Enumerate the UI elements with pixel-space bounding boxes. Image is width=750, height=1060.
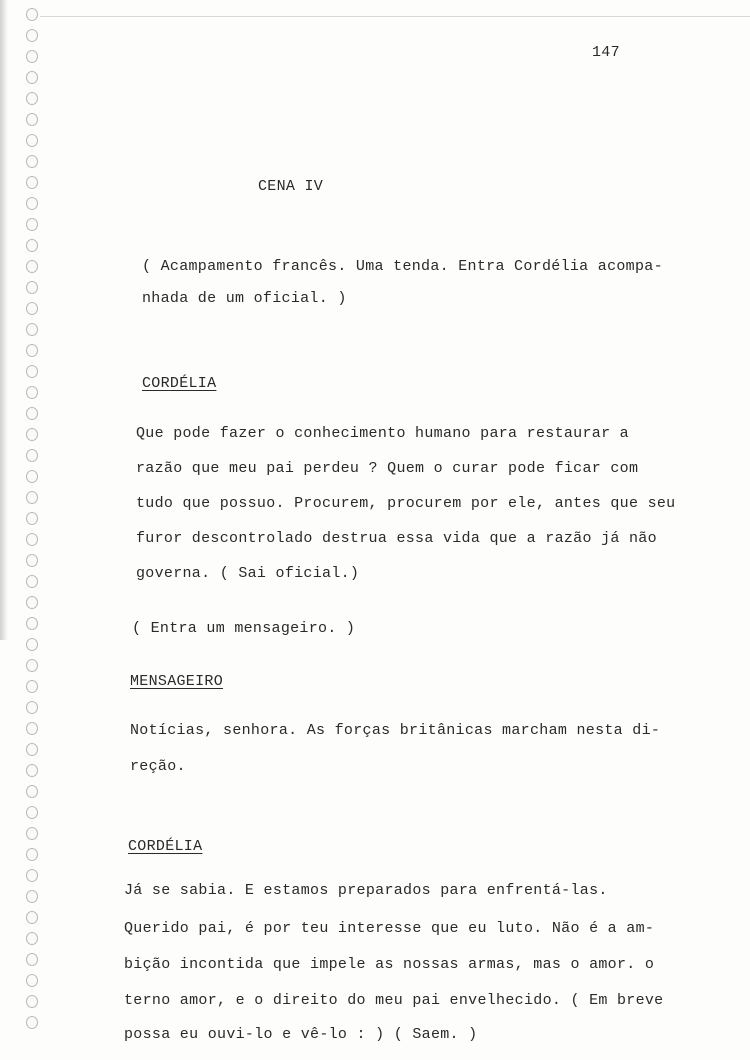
binder-hole (26, 932, 38, 945)
binder-hole (26, 995, 38, 1008)
speech-line: Querido pai, é por teu interesse que eu luto. Não é a am- (124, 920, 655, 937)
binder-hole (26, 1016, 38, 1029)
binder-hole (26, 71, 38, 84)
binder-hole (26, 512, 38, 525)
binder-hole (26, 428, 38, 441)
binder-hole (26, 890, 38, 903)
binder-hole (26, 974, 38, 987)
speech-line: governa. ( Sai oficial.) (136, 565, 360, 582)
binder-hole (26, 701, 38, 714)
speaker-name: MENSAGEIRO (130, 673, 224, 690)
binder-hole (26, 365, 38, 378)
binder-hole (26, 743, 38, 756)
binder-hole (26, 680, 38, 693)
binder-hole (26, 554, 38, 567)
binder-hole (26, 197, 38, 210)
binder-hole (26, 449, 38, 462)
binder-holes (26, 8, 42, 1038)
speech-line: Já se sabia. E estamos preparados para enfrentá-las. (124, 882, 608, 899)
stage-direction-line: ( Acampamento francês. Uma tenda. Entra Cordélia acompa- (142, 258, 663, 275)
binder-hole (26, 575, 38, 588)
binder-hole (26, 491, 38, 504)
binder-hole (26, 911, 38, 924)
binder-hole (26, 113, 38, 126)
binder-hole (26, 8, 38, 21)
page-number: 147 (592, 44, 620, 61)
binder-hole (26, 386, 38, 399)
binder-hole (26, 218, 38, 231)
binder-hole (26, 722, 38, 735)
speech-line: possa eu ouvi-lo e vê-lo : ) ( Saem. ) (124, 1026, 478, 1043)
binder-hole (26, 407, 38, 420)
speech-line: tudo que possuo. Procurem, procurem por ele, antes que seu (136, 495, 676, 512)
binder-hole (26, 323, 38, 336)
binder-hole (26, 827, 38, 840)
binder-hole (26, 281, 38, 294)
binder-hole (26, 806, 38, 819)
binder-hole (26, 659, 38, 672)
binder-hole (26, 134, 38, 147)
binder-hole (26, 176, 38, 189)
binder-hole (26, 470, 38, 483)
binder-hole (26, 50, 38, 63)
speaker-name: CORDÉLIA (142, 375, 217, 392)
binder-hole (26, 344, 38, 357)
binder-hole (26, 155, 38, 168)
stage-direction-line: nhada de um oficial. ) (142, 290, 347, 307)
binder-hole (26, 638, 38, 651)
binder-hole (26, 953, 38, 966)
binder-hole (26, 848, 38, 861)
binder-hole (26, 533, 38, 546)
binder-hole (26, 764, 38, 777)
binder-hole (26, 260, 38, 273)
page-binding-edge (0, 0, 8, 640)
speech-line: Que pode fazer o conhecimento humano para restaurar a (136, 425, 629, 442)
speech-line: bição incontida que impele as nossas armas, mas o amor. o (124, 956, 655, 973)
page-top-edge (40, 16, 750, 17)
binder-hole (26, 239, 38, 252)
binder-hole (26, 92, 38, 105)
speech-line: furor descontrolado destrua essa vida que a razão já não (136, 530, 657, 547)
binder-hole (26, 302, 38, 315)
speaker-name: CORDÉLIA (128, 838, 203, 855)
speech-line: reção. (130, 758, 186, 775)
speech-line: terno amor, e o direito do meu pai envelhecido. ( Em breve (124, 992, 664, 1009)
speech-line: razão que meu pai perdeu ? Quem o curar pode ficar com (136, 460, 639, 477)
binder-hole (26, 596, 38, 609)
binder-hole (26, 785, 38, 798)
binder-hole (26, 29, 38, 42)
stage-direction: ( Entra um mensageiro. ) (132, 620, 356, 637)
binder-hole (26, 869, 38, 882)
binder-hole (26, 617, 38, 630)
scene-title: CENA IV (258, 178, 324, 195)
speech-line: Notícias, senhora. As forças britânicas marcham nesta di- (130, 722, 661, 739)
